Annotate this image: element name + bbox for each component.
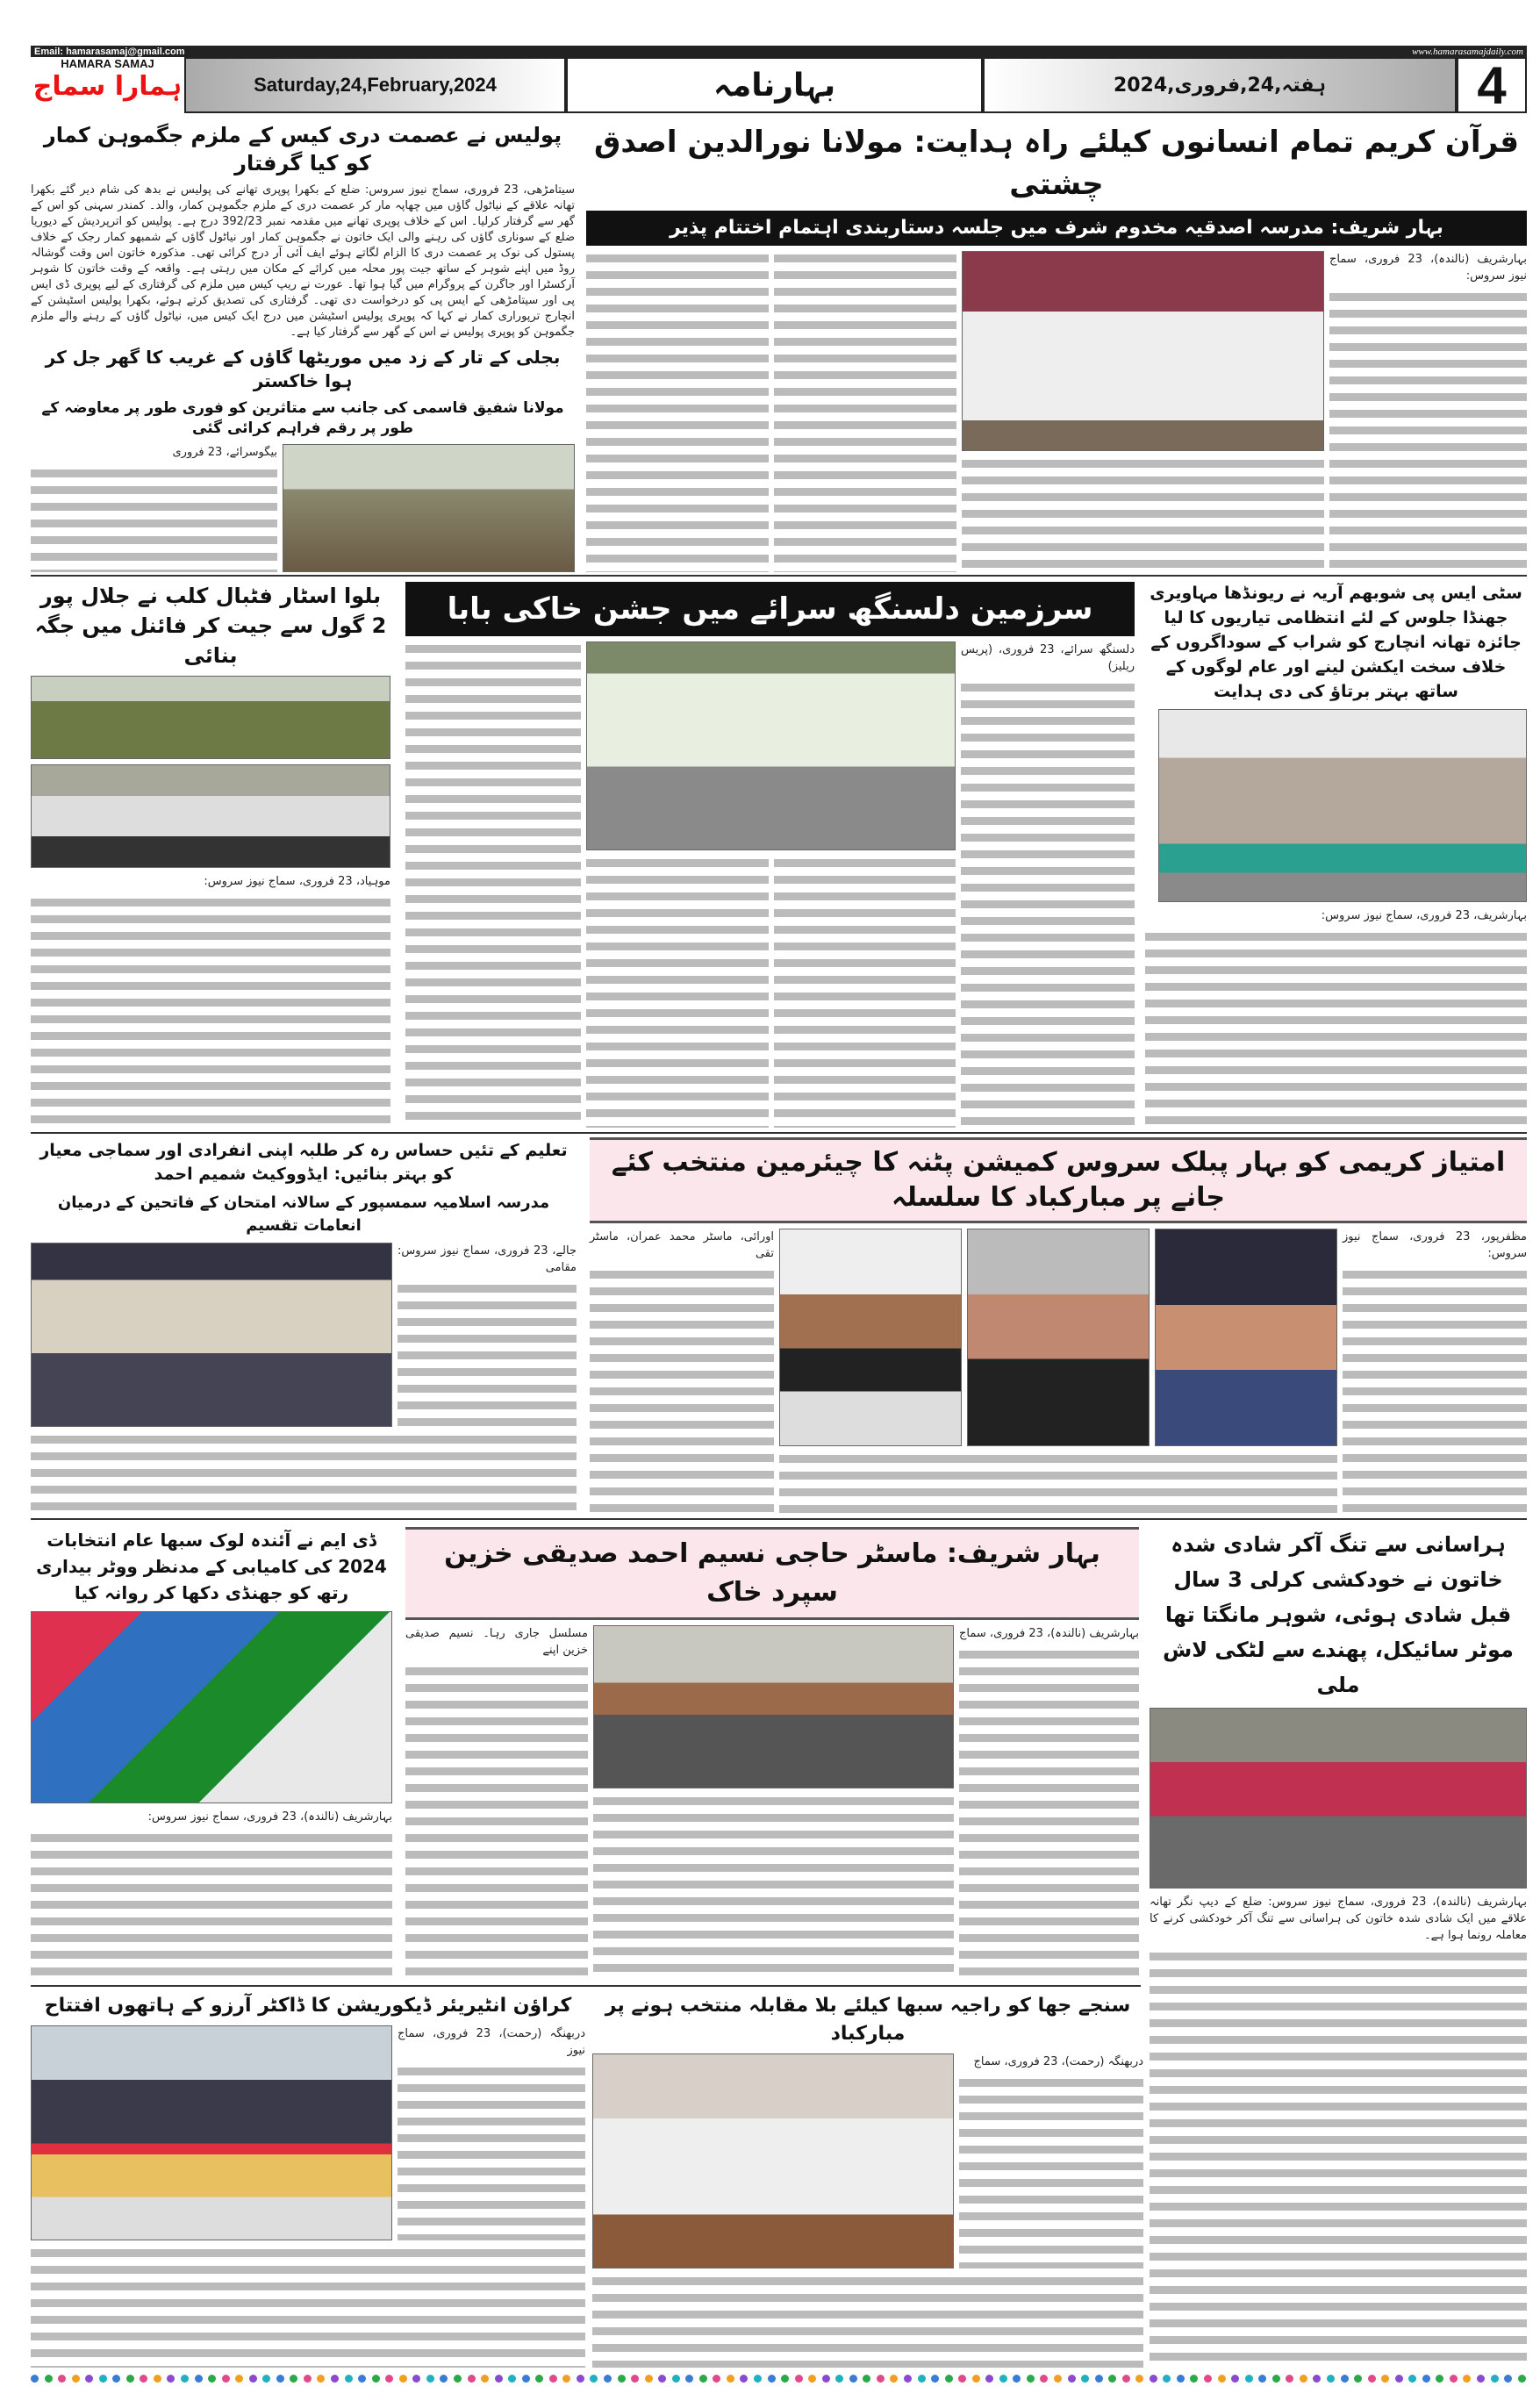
decorative-dot xyxy=(154,2375,161,2383)
decorative-dot xyxy=(1504,2375,1512,2383)
decorative-dot xyxy=(412,2375,420,2383)
decorative-dot xyxy=(904,2375,912,2383)
decorative-dot xyxy=(372,2375,380,2383)
decorative-dot xyxy=(958,2375,966,2383)
date-urdu: ہفتہ,24,فروری,2024 xyxy=(983,57,1457,113)
crown-body-col2 xyxy=(31,2246,585,2368)
police-headline: پولیس نے عصمت دری کیس کے ملزم جگموہن کمار کو کیا گرفتار xyxy=(43,123,562,176)
portrait-photo-2 xyxy=(967,1229,1150,1446)
imtiaz-dateline: مظفرپور، 23 فروری، سماج نیوز سروس: xyxy=(1343,1230,1527,1260)
logo-urdu: ہمارا سماج xyxy=(32,71,183,102)
suicide-body-continued xyxy=(1150,1949,1527,2369)
imtiaz-body-col1 xyxy=(1343,1267,1527,1513)
crown-body-col1 xyxy=(398,2064,585,2240)
decorative-dot xyxy=(931,2375,939,2383)
quran-story xyxy=(586,121,1527,572)
email: Email: hamarasamaj@gmail.com xyxy=(34,46,185,57)
suicide-story xyxy=(1150,1527,1527,2369)
decorative-dot xyxy=(781,2375,789,2383)
divider xyxy=(31,1985,1141,1987)
decorative-dot xyxy=(1272,2375,1280,2383)
decorative-dot xyxy=(1013,2375,1021,2383)
quran-photo xyxy=(962,251,1324,451)
naseem-body-col1 xyxy=(959,1647,1139,1980)
decorative-dot xyxy=(754,2375,762,2383)
section-title: بہارنامہ xyxy=(566,57,983,113)
sp-body xyxy=(1145,929,1527,1128)
khakibaba-columns xyxy=(405,641,1135,1128)
decorative-dot xyxy=(618,2375,626,2383)
decorative-dot xyxy=(604,2375,612,2383)
portrait-photo-3 xyxy=(779,1229,962,1446)
imtiaz-headline: امتیاز کریمی کو بہار پبلک سروس کمیشن پٹنہ کا چیئرمین منتخب کئے جانے پر مبارکباد کا سلسلہ xyxy=(590,1137,1527,1223)
decorative-dot xyxy=(385,2375,393,2383)
decorative-dot xyxy=(45,2375,53,2383)
decorative-dot xyxy=(1245,2375,1253,2383)
decorative-dot xyxy=(235,2375,243,2383)
naseem-columns xyxy=(405,1625,1139,1980)
decorative-dot xyxy=(1341,2375,1349,2383)
football-photo-1 xyxy=(31,676,390,759)
decorative-dot xyxy=(222,2375,230,2383)
quran-dateline: بہارشریف (نالندہ)، 23 فروری، سماج نیوز سروس: xyxy=(1329,253,1528,283)
decorative-dot xyxy=(276,2375,284,2383)
election-story xyxy=(31,1527,392,1980)
decorative-dot xyxy=(1477,2375,1485,2383)
decorative-dot xyxy=(331,2375,339,2383)
decorative-dot xyxy=(985,2375,993,2383)
decorative-dot xyxy=(167,2375,175,2383)
imtiaz-body-col2 xyxy=(590,1267,774,1513)
fire-row xyxy=(31,444,575,572)
decorative-dot xyxy=(1300,2375,1307,2383)
football-body xyxy=(31,895,390,1128)
naseem-body-col3 xyxy=(593,1794,954,1980)
decorative-dot xyxy=(1068,2375,1076,2383)
suicide-headline: ہراسانی سے تنگ آکر شادی شدہ خاتون نے خودکشی کرلی 3 سال قبل شادی ہوئی، شوہر مانگتا تھا موٹر سائیکل، پھندے سے لٹکی لاش ملی xyxy=(1163,1532,1514,1697)
quran-headline: قرآن کریم تمام انسانوں کیلئے راہ ہدایت: مولانا نورالدین اصدق چشتی xyxy=(594,125,1519,202)
decorative-dot xyxy=(808,2375,816,2383)
sanjay-photo xyxy=(592,2053,954,2268)
website: www.hamarasamajdaily.com xyxy=(1412,46,1523,57)
decorative-dot xyxy=(1095,2375,1103,2383)
decorative-dot xyxy=(562,2375,570,2383)
naseem-body-col2 xyxy=(405,1664,588,1980)
naseem-dateline: بہارشریف (نالندہ)، 23 فروری، سماج xyxy=(958,1627,1139,1640)
imtiaz-columns xyxy=(590,1229,1527,1513)
football-headline: بلوا اسٹار فٹبال کلب نے جلال پور 2 گول سے جیت کر فائنل میں جگہ بنائی xyxy=(34,584,387,668)
decorative-dot xyxy=(495,2375,503,2383)
sanjay-body-col1 xyxy=(959,2075,1143,2268)
decorative-dot xyxy=(508,2375,516,2383)
decorative-dot xyxy=(1163,2375,1171,2383)
decorative-dot xyxy=(1258,2375,1266,2383)
decorative-dot xyxy=(345,2375,353,2383)
divider xyxy=(31,575,1527,577)
decorative-dot xyxy=(481,2375,489,2383)
education-photo xyxy=(31,1243,392,1427)
khakibaba-body-col2 xyxy=(774,856,956,1128)
decorative-dot xyxy=(549,2375,557,2383)
decorative-dot xyxy=(590,2375,598,2383)
decorative-dot xyxy=(1368,2375,1376,2383)
police-body: سیتامڑھی، 23 فروری، سماج نیوز سروس: ضلع کے بکھرا پوپری تھانے کی پولیس نے بدھ کی شام دیر گئے بکھرا تھانہ علاقے کے نیاٹول گاؤں میں چھاپہ مار کر عصمت دری کے ملزم جگموہن کمار، والد۔ کمندر سہنی کو اس کے گھر سے گرفتار کرلیا۔ اس کے خلاف پوپری تھانے میں مقدمہ نمبر 392/23 درج ہے۔ پولیس کو اترپردیش کے دیوریا ضلع کے سوناری گاؤں کی رہنے والی ایک خاتون نے جگموہن کمار اور نیاٹول گاؤں کے شمبھو کمار رجک کے خلاف پستول کی نوک پر عصمت دری کا الزام لگاتے ہوئے ایف آئی آر درج کرائی تھی۔ مذکورہ خاتون اس وقت گوشالہ روڈ میں اپنے شوہر کے ساتھ جیت پور محلہ میں کرائے کے مکان میں رہتی ہے۔ واقعہ کے وقت خاتون کا شوہر آرکسٹرا اور جاگرن کے پروگرام میں گیا ہوا تھا۔ عورت نے ریپ کیس میں ملزم کی گرفتاری کے لیے پوپری ڈی ایس پی اور سیتامڑھی کے ایس پی کو درخواست دی تھی۔ گرفتاری کی تصدیق کرتے ہوئے، بکھرا پولیس اسٹیشن کے انچارج ترپوراری کمار نے کہا کہ پوپری پولیس اسٹیشن میں درج ایک کیس میں، نیاٹول گاؤں کے رہنے والے ملزم جگموہن کو پوپری پولیس نے اس کے گھر سے گرفتار کیا ہے۔ xyxy=(31,183,575,339)
decorative-dot xyxy=(972,2375,980,2383)
decorative-dot xyxy=(195,2375,203,2383)
decorative-dot xyxy=(72,2375,80,2383)
sanjay-dateline: دربھنگہ (رحمت)، 23 فروری، سماج xyxy=(973,2055,1143,2068)
education-body-col1 xyxy=(398,1281,577,1427)
decorative-dot xyxy=(1218,2375,1226,2383)
decorative-dot xyxy=(1286,2375,1293,2383)
election-photo xyxy=(31,1611,392,1803)
decorative-dot xyxy=(317,2375,325,2383)
sp-photo xyxy=(1158,709,1527,902)
imtiaz-list-lead: اورائی، ماسٹر محمد عمران، ماسٹر تقی xyxy=(590,1230,774,1260)
suicide-body: بہارشریف (نالندہ)، 23 فروری، سماج نیوز سروس: ضلع کے دیپ نگر تھانہ علاقے میں ایک شادی شدہ خاتون کی ہراسانی سے تنگ آکر خودکشی کرنے کا معاملہ رونما ہوا ہے۔ xyxy=(1150,1896,1527,1942)
top-bar xyxy=(31,46,1527,57)
education-story xyxy=(31,1139,577,1513)
police-fire-column xyxy=(31,121,575,572)
education-body-col2 xyxy=(31,1432,577,1513)
decorative-dot xyxy=(999,2375,1007,2383)
date-english: Saturday,24,February,2024 xyxy=(184,57,566,113)
decorative-dot xyxy=(535,2375,543,2383)
decorative-dot xyxy=(358,2375,366,2383)
decorative-dot xyxy=(631,2375,639,2383)
khakibaba-headline: سرزمین دلسنگھ سرائے میں جشن خاکی بابا xyxy=(405,582,1135,636)
quran-columns xyxy=(586,251,1527,572)
fire-dateline: بیگوسرائے، 23 فروری xyxy=(172,446,277,459)
football-dateline: موہیاد، 23 فروری، سماج نیوز سروس: xyxy=(204,875,390,888)
decorative-dot xyxy=(1436,2375,1443,2383)
naseem-headline: بہار شریف: ماسٹر حاجی نسیم احمد صدیقی خزین سپرد خاک xyxy=(405,1527,1139,1620)
divider xyxy=(31,1132,1527,1134)
quran-body-col3 xyxy=(774,251,956,572)
decorative-dot xyxy=(85,2375,93,2383)
khakibaba-photo xyxy=(586,641,956,850)
decorative-dot xyxy=(262,2375,270,2383)
decorative-dot xyxy=(454,2375,462,2383)
decorative-dot xyxy=(468,2375,476,2383)
crown-dateline: دربھنگہ (رحمت)، 23 فروری، سماج نیوز xyxy=(398,2027,585,2057)
election-dateline: بہارشریف (نالندہ)، 23 فروری، سماج نیوز سروس: xyxy=(147,1810,392,1824)
naseem-lead2: مسلسل جاری رہا۔ نسیم صدیقی خزین اپنے xyxy=(405,1627,588,1657)
logo xyxy=(31,57,184,113)
decorative-dot xyxy=(1040,2375,1048,2383)
decorative-dot xyxy=(126,2375,134,2383)
fire-photo xyxy=(283,444,575,572)
naseem-story xyxy=(405,1527,1139,1980)
football-photo-2 xyxy=(31,764,390,868)
imtiaz-body-col3 xyxy=(779,1451,1337,1513)
decorative-dot xyxy=(140,2375,147,2383)
decorative-dot xyxy=(1450,2375,1458,2383)
naseem-photo xyxy=(593,1625,954,1788)
quran-body-col2 xyxy=(962,456,1324,572)
decorative-dot xyxy=(1395,2375,1403,2383)
education-row xyxy=(31,1243,577,1427)
decorative-dot xyxy=(1518,2375,1526,2383)
election-headline: ڈی ایم نے آئندہ لوک سبھا عام انتخابات 2024 کی کامیابی کے مدنظر ووٹر بیداری رتھ کو جھنڈی دکھا کر روانہ کیا xyxy=(36,1530,387,1603)
crown-photo xyxy=(31,2025,392,2240)
decorative-dot xyxy=(522,2375,530,2383)
quran-body-col1 xyxy=(1329,290,1527,572)
decorative-dot xyxy=(877,2375,885,2383)
decorative-dot xyxy=(1491,2375,1499,2383)
imtiaz-story xyxy=(590,1137,1527,1513)
decorative-dot xyxy=(1027,2375,1035,2383)
decorative-dot xyxy=(208,2375,216,2383)
education-subheadline: مدرسہ اسلامیہ سمسپور کے سالانہ امتحان کے فاتحین کے درمیان انعامات تقسیم xyxy=(57,1193,550,1235)
decorative-dot xyxy=(835,2375,843,2383)
decorative-dot xyxy=(99,2375,107,2383)
khakibaba-story xyxy=(405,582,1135,1128)
sp-dateline: بہارشریف، 23 فروری، سماج نیوز سروس: xyxy=(1321,909,1527,922)
quran-body-col4 xyxy=(586,251,769,572)
khakibaba-body-col4 xyxy=(405,641,581,1128)
decorative-dot xyxy=(740,2375,748,2383)
sanjay-body-col2 xyxy=(592,2274,1143,2368)
decorative-dot xyxy=(1231,2375,1239,2383)
decorative-dot xyxy=(249,2375,257,2383)
decorative-dot xyxy=(699,2375,707,2383)
decorative-dot xyxy=(918,2375,926,2383)
khakibaba-body-col1 xyxy=(961,680,1135,1128)
decorative-dot xyxy=(849,2375,857,2383)
sanjay-headline: سنجے جھا کو راجیہ سبھا کیلئے بلا مقابلہ منتخب ہونے پر مبارکباد xyxy=(605,1995,1131,2045)
crown-story xyxy=(31,1992,585,2368)
decorative-dot xyxy=(1150,2375,1157,2383)
logo-english: HAMARA SAMAJ xyxy=(61,57,154,70)
quran-subheadline: بہار شریف: مدرسہ اصدقیہ مخدوم شرف میں جلسہ دستاربندی اہتمام اختتام پذیر xyxy=(586,211,1527,246)
decorative-dot xyxy=(1422,2375,1430,2383)
divider xyxy=(31,1518,1527,1520)
education-headline: تعلیم کے تئیں حساس رہ کر طلبہ اپنی انفرادی اور سماجی معیار کو بہتر بنائیں: ایڈووکیٹ شمیم احمد xyxy=(39,1141,568,1184)
decorative-dot xyxy=(1190,2375,1198,2383)
fire-subheadline: مولانا شفیق قاسمی کی جانب سے متاثرین کو فوری طور پر معاوضہ کے طور پر رقم فراہم کرائی گئی xyxy=(41,399,564,437)
decorative-dot xyxy=(577,2375,584,2383)
decorative-dot xyxy=(1313,2375,1321,2383)
decorative-dot xyxy=(713,2375,720,2383)
decorative-dot xyxy=(1081,2375,1089,2383)
sp-headline: سٹی ایس پی شوبھم آریہ نے ریونڈھا مہاویری جھنڈا جلوس کے لئے انتظامی تیاریوں کا لیا جائزہ تھانہ انچارج کو شراب کے سوداگروں کے خلاف سخت ایکشن لینے اور عام لوگوں کے ساتھ بہتر برتاؤ کی دی ہدایت xyxy=(1150,584,1522,701)
decorative-dot xyxy=(727,2375,734,2383)
decorative-dot xyxy=(1327,2375,1335,2383)
fire-body xyxy=(31,466,277,572)
decorative-dot xyxy=(31,2375,39,2383)
decorative-dot xyxy=(1122,2375,1130,2383)
decorative-dot xyxy=(1408,2375,1416,2383)
decorative-dot xyxy=(1463,2375,1471,2383)
portrait-photo-1 xyxy=(1155,1229,1337,1446)
decorative-dot xyxy=(658,2375,666,2383)
education-dateline: جالے، 23 فروری، سماج نیوز سروس: مقامی xyxy=(398,1244,577,1274)
suicide-photo xyxy=(1150,1708,1527,1889)
sp-story xyxy=(1145,581,1527,1128)
khakibaba-dateline: دلسنگھ سرائے، 23 فروری، (پریس ریلیز) xyxy=(961,643,1135,673)
khakibaba-body-col3 xyxy=(586,856,769,1128)
decorative-dot xyxy=(1177,2375,1185,2383)
decorative-dot xyxy=(304,2375,312,2383)
decorative-dot xyxy=(890,2375,898,2383)
sanjay-story xyxy=(592,1992,1143,2368)
decorative-dot xyxy=(181,2375,189,2383)
decorative-dot xyxy=(645,2375,653,2383)
fire-headline: بجلی کے تار کے زد میں موریٹھا گاؤں کے غریب کا گھر جل کر ہوا خاکستر xyxy=(45,347,561,391)
decorative-dot xyxy=(795,2375,803,2383)
decorative-dot xyxy=(945,2375,953,2383)
decorative-dot xyxy=(768,2375,776,2383)
decorative-dot xyxy=(290,2375,297,2383)
decorative-dot xyxy=(426,2375,434,2383)
football-story xyxy=(31,581,390,1128)
election-body xyxy=(31,1831,392,1980)
decorative-dot xyxy=(58,2375,66,2383)
decorative-dot xyxy=(399,2375,407,2383)
decorative-dot xyxy=(685,2375,693,2383)
footer-dots xyxy=(31,2375,1527,2387)
decorative-dot xyxy=(822,2375,830,2383)
decorative-dot xyxy=(1135,2375,1143,2383)
decorative-dot xyxy=(1354,2375,1362,2383)
decorative-dot xyxy=(1108,2375,1116,2383)
page-number: 4 xyxy=(1457,57,1527,113)
decorative-dot xyxy=(863,2375,870,2383)
decorative-dot xyxy=(1204,2375,1212,2383)
decorative-dot xyxy=(672,2375,680,2383)
crown-headline: کراؤن انٹیریئر ڈیکوریشن کا ڈاکٹر آرزو کے ہاتھوں افتتاح xyxy=(44,1995,572,2017)
decorative-dot xyxy=(112,2375,120,2383)
decorative-dot xyxy=(1381,2375,1389,2383)
decorative-dot xyxy=(1054,2375,1062,2383)
decorative-dot xyxy=(440,2375,448,2383)
